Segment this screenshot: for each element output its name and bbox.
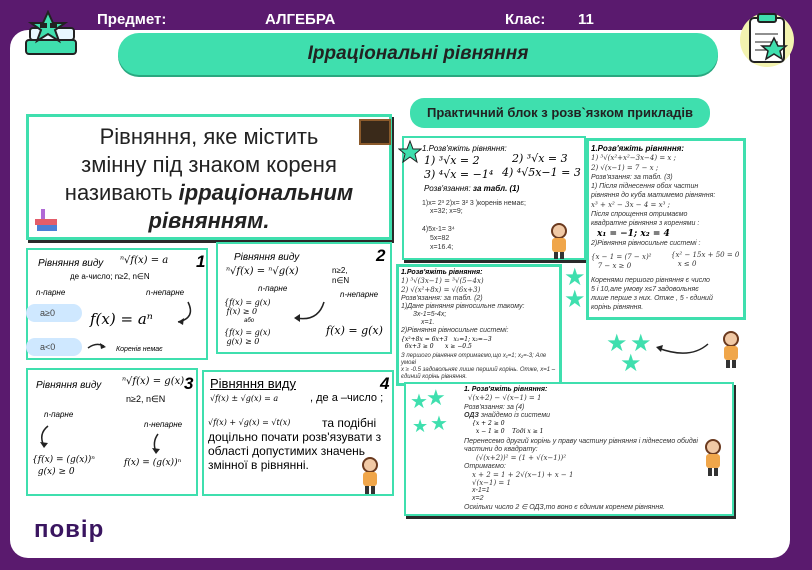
arrow-right-icon [86, 340, 110, 352]
box2-heading: Рівняння виду [234, 252, 300, 263]
star-icon: ★ [606, 330, 628, 357]
star-icon: ★ [430, 413, 448, 435]
example-2-card [396, 264, 562, 386]
box1-even: n-парне [36, 288, 66, 297]
ex2-l4: 2)Рівняння рівносильне системі: [401, 327, 509, 334]
arrow-down-icon [148, 432, 166, 456]
ex3-l5: квадратне рівняння з коренями : [591, 220, 700, 227]
ex3-sol: Розв'язання: за табл. (3) [591, 174, 673, 181]
ex1-sol-label: Розв'язання: [424, 184, 471, 193]
box4-tail: та подібні [322, 416, 377, 430]
page-title: Ірраціональні рівняння [307, 43, 529, 64]
teacher-figure-icon [698, 438, 728, 478]
box2-or: або [244, 318, 255, 324]
definition-term-end: рівнянням. [148, 208, 270, 233]
ex1-eq1: 1) ³√x = 2 [424, 154, 480, 167]
ex4-l6: √(x−1) = 1 [472, 479, 511, 487]
ex3-system-2: {x² − 15x + 50 = 0 x ≤ 0 [671, 251, 740, 268]
practice-header [410, 98, 710, 128]
a-negative-pill: a<0 [26, 338, 82, 356]
clipboard-sticker-icon [738, 10, 796, 70]
ex2-l7: єдиний корінь рівняння. [401, 374, 468, 380]
brand-logo: повір [34, 516, 105, 543]
teacher-figure-icon [716, 330, 746, 370]
ex4-system: {x + 2 ≥ 0 x − 1 ≥ 0 Тоді x ≥ 1 [472, 420, 544, 435]
box4-heading: Рівняння виду [210, 376, 296, 391]
board-icon [359, 119, 391, 145]
box1-odd: n-непарне [146, 288, 185, 297]
teacher-figure-icon [356, 456, 384, 496]
ex3-system-1: {x − 1 = (7 − x)² 7 − x ≥ 0 [591, 253, 652, 270]
ex3-l9: 5 і 10,але умову x≤7 задовольняє [591, 286, 699, 293]
ex3-eq1: 1) ³√(x²+x²−3x−4) = x ; [591, 154, 676, 162]
ex4-l9: Оскільки число 2 ∈ ОДЗ,то воно є єдиним коренем рівняння. [464, 504, 665, 511]
example-4-card [404, 382, 734, 516]
ex4-l7: x-1=1 [472, 487, 490, 494]
box3-formula: ⁿ√f(x) = g(x) [122, 376, 185, 387]
ex2-eq2: 2) √(x²+8x) = √(6x+3) [401, 286, 481, 294]
definition-term: ірраціональним [178, 180, 354, 205]
ex3-eq2: 2) √(x−1) = 7 − x ; [591, 164, 659, 172]
example-1-card [402, 136, 586, 260]
ex3-l1: 1) Після піднесення обох частин [591, 183, 699, 190]
star-mascot-icon [398, 140, 422, 164]
box1-formula: ⁿ√f(x) = a [120, 255, 169, 266]
definition-line-2: змінну під знаком кореня [81, 152, 337, 177]
ex1-eq2: 2) ³√x = 3 [512, 152, 568, 165]
box2-system-2: {f(x) = g(x) g(x) ≥ 0 [224, 328, 271, 346]
ex3-l4: Після спрощення отримаємо [591, 211, 688, 218]
practice-title: Практичний блок з розв`язком прикладів [427, 105, 693, 120]
ex2-l1: 1)Дане рівняння рівносильне такому: [401, 303, 525, 310]
ex3-l8: Коренями першого рівняння є число [591, 277, 710, 284]
box1-result: f(x) = aⁿ [90, 310, 153, 328]
box1-condition: де a-число; n≥2, n∈N [70, 272, 150, 281]
box4-formula: √f(x) ± √g(x) = a [210, 394, 279, 403]
ex3-l6: x₁ = −1; x₂ = 4 [597, 229, 670, 239]
star-icon: ★ [410, 391, 428, 413]
box2-odd: n-непарне [340, 290, 379, 299]
ex1-line4: 5x=82 [430, 235, 450, 242]
ex4-l5: x + 2 = 1 + 2√(x−1) + x − 1 [472, 471, 574, 479]
ex2-sol: Розв'язання: за табл. (2) [401, 295, 483, 302]
ex4-eq: √(x+2) − √(x−1) = 1 [468, 394, 542, 402]
ex2-l3: x=1. [421, 319, 435, 326]
box1-heading: Рівняння виду [38, 258, 104, 269]
curved-arrow-icon [288, 300, 328, 326]
definition-line-3: називають [64, 180, 179, 205]
ex1-task: 1.Розв'яжіть рівняння: [422, 144, 507, 153]
example-3-card [586, 138, 746, 320]
box2-cond2: n∈N [332, 276, 350, 285]
box2-result: f(x) = g(x) [326, 324, 383, 337]
box3-heading: Рівняння виду [36, 380, 102, 391]
star-icon: ★ [630, 330, 652, 357]
ex3-l3: x³ + x² − 3x − 4 = x³ ; [591, 201, 670, 209]
box3-system: {f(x) = (g(x))ⁿ g(x) ≥ 0 [32, 455, 95, 477]
ex1-line2: x=32; x=9; [430, 208, 463, 215]
teacher-figure-icon [544, 222, 574, 260]
box3-result: f(x) = (g(x))ⁿ [124, 458, 182, 468]
ex4-l1: Перенесемо другий корінь у праву частину рівняння і піднесемо обидві [464, 438, 698, 445]
ex2-l2: 3x-1=5-4x; [413, 311, 447, 318]
ex1-eq4: 4) ⁴√5x−1 = 3 [502, 166, 581, 179]
ex4-sol: Розв'язання: за (4) [464, 404, 525, 411]
ex3-l11: корінь рівняння. [591, 304, 644, 311]
box2-system-1: {f(x) = g(x) f(x) ≥ 0 [224, 298, 271, 316]
box2-cond1: n≥2, [332, 266, 348, 275]
star-icon: ★ [426, 385, 446, 410]
books-sticker-icon [22, 10, 82, 68]
ex2-eq1: 1) ³√(3x−1) = ³√(5−4x) [401, 277, 484, 285]
ex1-line5: x=16.4; [430, 244, 454, 251]
rule-box-1 [26, 248, 208, 360]
box1-no-roots: Коренів немає [116, 346, 163, 353]
subject-value: АЛГЕБРА [265, 11, 336, 28]
books-stack-icon [33, 205, 59, 233]
box2-formula: ⁿ√f(x) = ⁿ√g(x) [226, 266, 299, 277]
ex1-line3: 4)5x-1= 3⁴ [422, 226, 455, 233]
star-icon: ★ [412, 416, 429, 436]
ex1-eq3: 3) ⁴√x = −1⁴ [424, 168, 494, 181]
ex1-sol-ref: за табл. (1) [472, 184, 520, 193]
ex4-l4: Отримаємо: [464, 463, 506, 470]
rule-box-3 [26, 368, 198, 496]
class-label: Клас: [505, 11, 546, 28]
arrow-down-icon [36, 424, 54, 450]
ex3-l2: рівняння до куба матимемо рівняння: [591, 192, 716, 199]
curved-arrow-icon [158, 298, 198, 328]
ex1-line1: 1)x= 2³ 2)x= 3² 3 )коренів немає; [422, 200, 526, 207]
ex2-system: {x²+8x = 6x+3 x₁=1; x₂=−3 6x+3 ≥ 0 x ≥ −0.5 [401, 336, 492, 350]
subject-label: Предмет: [97, 11, 167, 28]
box4-condition: , де a –число ; [310, 392, 384, 404]
ex3-task: 1.Розв'яжіть рівняння: [591, 144, 685, 153]
definition-card [26, 114, 392, 240]
star-icon: ★ [564, 286, 586, 313]
box3-even: n-парне [44, 410, 74, 419]
ex2-task: 1.Розв'яжіть рівняння: [401, 269, 483, 276]
box4-text: доцільно почати розв'язувати з області допустимих значень змінної в рівнянні. [208, 430, 382, 472]
box4-number: 4 [380, 374, 390, 393]
box4-formula-2: √f(x) + √g(x) = √t(x) [208, 418, 291, 427]
a-positive-pill: a≥0 [26, 304, 82, 322]
star-icon: ★ [620, 350, 642, 377]
box1-number: 1 [196, 252, 206, 271]
box3-condition: n≥2, n∈N [126, 394, 166, 404]
title-bar [118, 33, 718, 75]
box3-odd: n-непарне [144, 420, 183, 429]
ex4-l3: (√(x+2))² = (1 + √(x−1))² [476, 454, 566, 462]
box3-number: 3 [184, 374, 194, 393]
rule-box-2 [216, 242, 392, 354]
class-value: 11 [578, 11, 594, 28]
definition-line-1: Рівняння, яке містить [99, 124, 319, 149]
star-icon: ★ [564, 264, 586, 291]
ex3-l10: лише перше з них. Отже , 5 - єдиний [591, 295, 713, 302]
ex4-odz: ОДЗ [464, 412, 479, 419]
ex4-odz-text: знайдемо із системи [480, 412, 551, 419]
ex2-l5: З першого рівняння отримаємо,що x₁=1; x₂=-3; Але умові [401, 353, 547, 366]
box2-even: n-парне [258, 284, 288, 293]
ex2-l6: x ≥ -0.5 задовольняє лише перший корінь. Отже, x=1 – [401, 367, 556, 373]
curved-arrow-icon [650, 338, 712, 360]
ex3-l7: 2)Рівняння рівносильне системі : [591, 240, 701, 247]
ex4-l2: частини до квадрату: [464, 446, 538, 453]
ex4-l8: x=2 [472, 495, 484, 502]
ex4-task: 1. Розв'яжіть рівняння: [464, 386, 548, 393]
box2-number: 2 [376, 246, 386, 265]
